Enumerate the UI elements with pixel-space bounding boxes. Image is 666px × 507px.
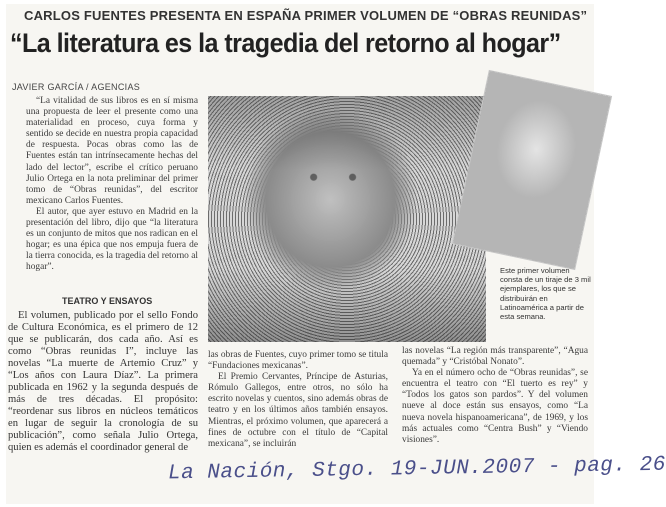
paragraph: Ya en el número ocho de “Obras reunidas”, se encuentra el teatro con “El tuerto es rey” y “Todos los gatos son pardos”. Y del volumen nueve al doce están sus ensayos, como “La nueva novela hispanoamericana”, de 1969, y los más actuales como “Centra Bush” y “Viendo visiones”. (402, 368, 588, 445)
paragraph: las novelas “La región más transparente”, “Agua quemada” y “Cristóbal Nonato”. (402, 346, 588, 368)
handwritten-source-note: La Nación, Stgo. 19-JUN.2007 - pag. 26 (167, 453, 666, 486)
column-3 (402, 346, 588, 458)
photo-caption: Este primer volumen consta de un tiraje de 3 mil ejemplares, los que se distribuirán en Latinoamérica a partir de esta semana. (500, 266, 591, 322)
paragraph: El volumen, publicado por el sello Fondo de Cultura Económica, es el primero de 12 que se publicarán, dos cada año. Así es como “Obras reunidas I”, incluye las novelas “La muerte de Artemio Cruz” y “Los años con Laura Díaz”. La primera publicada en 1962 y la segunda después de más de tres décadas. El propósito: “reordenar sus libros en núcleos temáticos en lugar de seguir la cronología de su publicación”, como señala Julio Ortega, quien es además el coordinador general de (8, 310, 198, 453)
column-1-top (26, 96, 198, 294)
paragraph: El autor, que ayer estuvo en Madrid en la presentación del libro, dijo que “la literatura es un conjunto de mitos que nos radican en el hogar; es una épica que nos empuja fuera de la tierra conocida, es la tragedia del retorno al hogar”. (26, 206, 198, 273)
article-kicker: CARLOS FUENTES PRESENTA EN ESPAÑA PRIMER VOLUMEN DE “OBRAS REUNIDAS” (24, 8, 588, 23)
paragraph: El Premio Cervantes, Príncipe de Asturias, Rómulo Gallegos, entre otros, no sólo ha escrito novelas y cuentos, sino además obras de teatro y en los últimos años también ensayos. Mientras, el próximo volumen, que aparecerá a fines de octubre con el título de “Capital mexicana”, se incluirán (208, 372, 388, 449)
section-subhead: TEATRO Y ENSAYOS (62, 296, 153, 306)
article-headline: “La literatura es la tragedia del retorno al hogar” (10, 28, 561, 58)
paragraph: las obras de Fuentes, cuyo primer tomo se titula “Fundaciones mexicanas”. (208, 350, 388, 372)
article-byline: JAVIER GARCÍA / AGENCIAS (12, 82, 141, 92)
paragraph: “La vitalidad de sus libros es en sí misma una propuesta de leer el presente como una materialidad en proceso, cuya forma y sentido se decide en nuestra propia capacidad de respuesta. Pocas obras como las de Fuentes están tan intrínsecamente hechas del lado del lector”, escribe el crítico peruano Julio Ortega en la nota preliminar del primer tomo de “Obras reunidas”, del escritor mexicano Carlos Fuentes. (26, 96, 198, 206)
column-2 (208, 350, 388, 458)
author-portrait-photo (208, 96, 486, 342)
column-1-bottom (8, 310, 198, 454)
